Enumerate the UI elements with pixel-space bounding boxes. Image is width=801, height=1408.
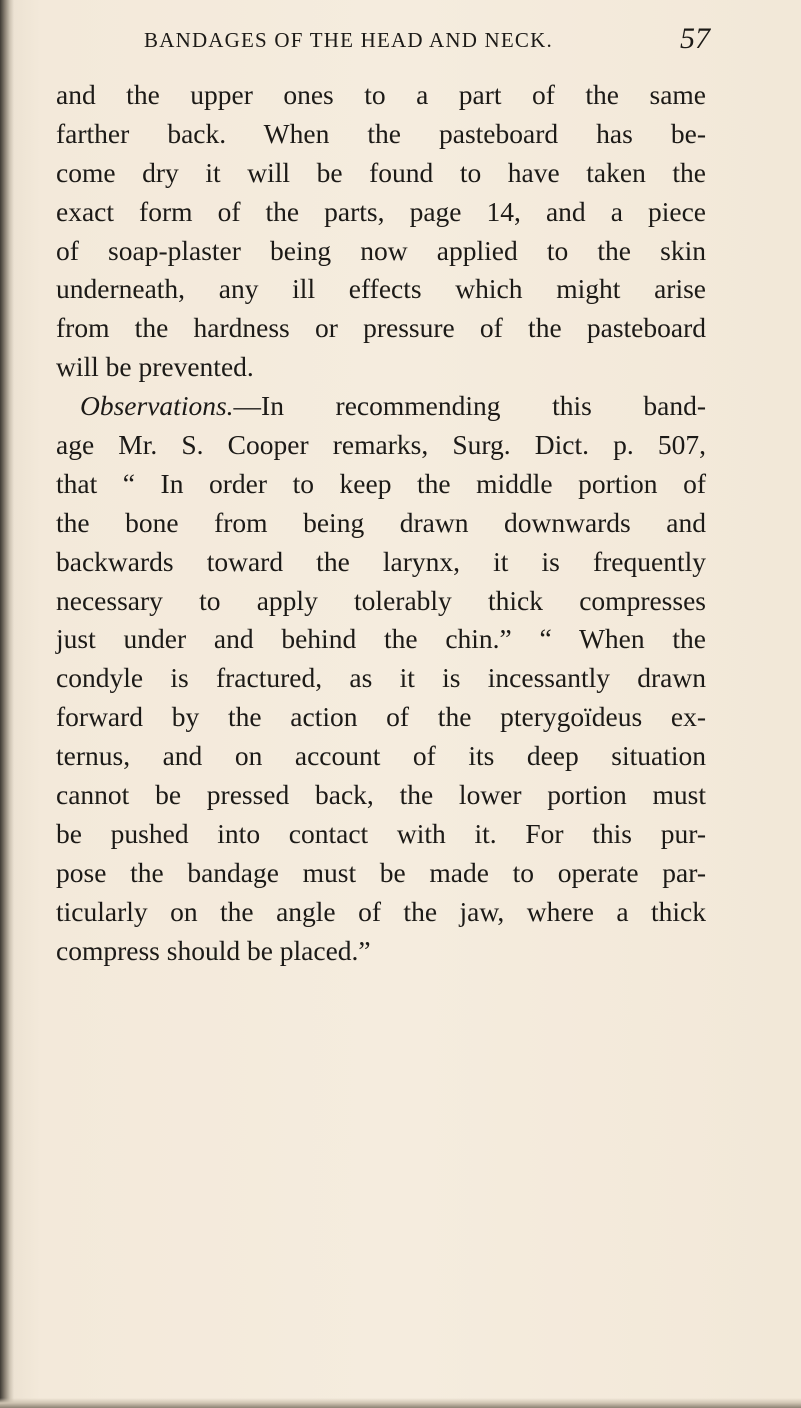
text-line: farther back. When the pasteboard has be- bbox=[56, 117, 706, 149]
running-title: BANDAGES OF THE HEAD AND NECK. bbox=[144, 28, 553, 52]
text-line: underneath, any ill effects which might arise bbox=[56, 273, 706, 305]
text-line: of soap-plaster being now applied to the skin bbox=[56, 234, 706, 266]
page-number: 57 bbox=[680, 22, 710, 55]
text-line: be pushed into contact with it. For this pur- bbox=[56, 817, 706, 849]
running-head bbox=[72, 22, 710, 62]
text-line: exact form of the parts, page 14, and a piece bbox=[56, 195, 706, 227]
text-line: backwards toward the larynx, it is frequently bbox=[56, 545, 706, 577]
section-heading-italic: Observations. bbox=[80, 390, 234, 422]
text-line: ticularly on the angle of the jaw, where a thick bbox=[56, 895, 706, 927]
page-bottom-edge bbox=[0, 1398, 801, 1408]
paragraph-first-line-text: —In recommending this band- bbox=[233, 390, 706, 422]
text-line: ternus, and on account of its deep situation bbox=[56, 740, 706, 772]
text-line: from the hardness or pressure of the pasteboard bbox=[56, 312, 706, 344]
text-line: condyle is fractured, as it is incessantly drawn bbox=[56, 662, 706, 694]
text-line: necessary to apply tolerably thick compresses bbox=[56, 584, 706, 616]
binding-gutter bbox=[0, 0, 14, 1408]
text-line: forward by the action of the pterygoïdeus ex- bbox=[56, 701, 706, 733]
text-line: the bone from being drawn downwards and bbox=[56, 506, 706, 538]
text-line: cannot be pressed back, the lower portion must bbox=[56, 779, 706, 811]
text-line: compress should be placed.” bbox=[56, 934, 371, 966]
text-line: come dry it will be found to have taken the bbox=[56, 156, 706, 188]
text-line: just under and behind the chin.” “ When the bbox=[56, 623, 706, 655]
text-line: and the upper ones to a part of the same bbox=[56, 79, 706, 110]
text-line: that “ In order to keep the middle portion of bbox=[56, 467, 706, 499]
body-text bbox=[56, 76, 706, 970]
text-line: will be prevented. bbox=[56, 351, 254, 383]
text-line: age Mr. S. Cooper remarks, Surg. Dict. p. 507, bbox=[56, 429, 706, 461]
paragraph-first-line bbox=[56, 387, 706, 426]
text-line: pose the bandage must be made to operate par- bbox=[56, 856, 706, 888]
